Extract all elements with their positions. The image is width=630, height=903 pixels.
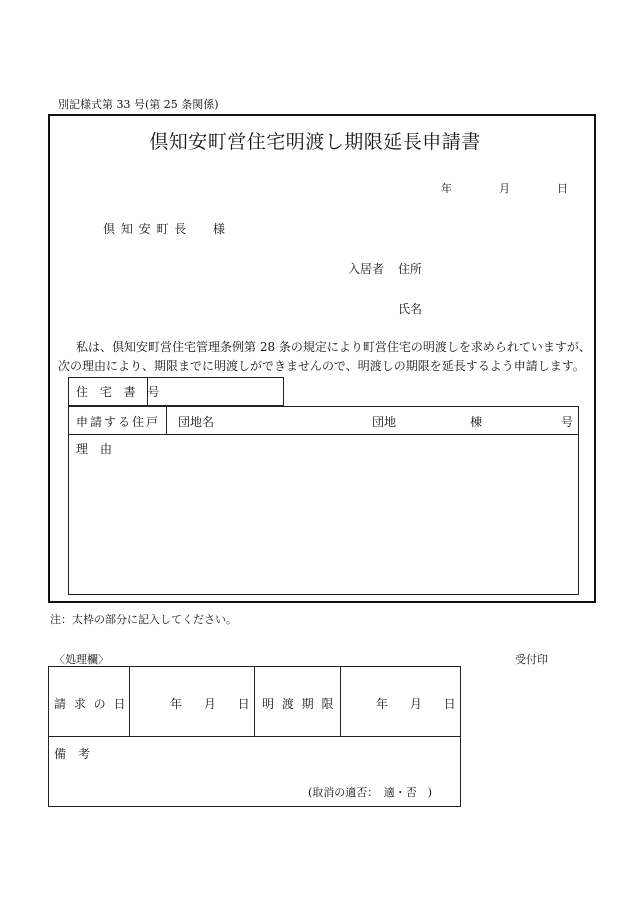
- stamp-label: 受付印: [515, 653, 548, 666]
- unit-label: 号: [561, 415, 574, 429]
- form-note: 注：太枠の部分に記入してください。: [50, 613, 237, 626]
- processing-section-label: 〈処理欄〉: [54, 653, 109, 666]
- processing-row-divider: [48, 736, 461, 737]
- deadline-value: 年 月 日: [376, 697, 458, 711]
- residence-label: 申請する住戸: [76, 415, 161, 429]
- complex-label: 団地: [372, 415, 397, 429]
- building-input[interactable]: [402, 408, 464, 432]
- deadline-label: 明 渡 期 限: [262, 697, 336, 711]
- cancel-status-label: (取消の適否： 適・否 ): [308, 786, 433, 799]
- complex-name-input[interactable]: [218, 408, 368, 432]
- complex-name-label: 団地名: [178, 415, 215, 429]
- applicant-role: 入居者: [348, 262, 385, 276]
- statement-line-2: 次の理由により、期限までに明渡しができませんので、明渡しの期限を延長するよう申請します。: [58, 359, 585, 373]
- building-label: 棟: [470, 415, 483, 429]
- reason-input[interactable]: [70, 458, 576, 592]
- date-day-label: 日: [557, 182, 568, 195]
- addressee-name: 倶 知 安 町 長: [103, 222, 188, 236]
- residence-row-divider: [68, 434, 579, 435]
- processing-divider-2: [254, 666, 255, 736]
- housing-number-label: 住 宅 書 号: [76, 385, 164, 399]
- request-date-value: 年 月 日: [170, 697, 252, 711]
- housing-number-input[interactable]: [149, 379, 282, 404]
- unit-input[interactable]: [486, 408, 558, 432]
- processing-divider-1: [129, 666, 130, 736]
- reason-label: 理 由: [76, 442, 113, 456]
- stamp-area: [468, 666, 588, 806]
- processing-divider-3: [340, 666, 341, 736]
- residence-label-divider: [166, 406, 167, 434]
- date-year-label: 年: [441, 182, 452, 195]
- statement-line-1: 私は、倶知安町営住宅管理条例第 28 条の規定により町営住宅の明渡しを求められていますが、: [76, 340, 591, 354]
- request-date-label: 請 求 の 日: [54, 697, 128, 711]
- date-month-label: 月: [499, 182, 510, 195]
- applicant-name-label: 氏名: [398, 302, 423, 316]
- addressee-honorific: 様: [213, 222, 226, 236]
- form-title: 倶知安町営住宅明渡し期限延長申請書: [149, 131, 481, 153]
- remarks-label: 備 考: [54, 747, 91, 761]
- applicant-address-label: 住所: [398, 262, 423, 276]
- form-reference: 別記様式第 33 号(第 25 条関係): [58, 98, 219, 111]
